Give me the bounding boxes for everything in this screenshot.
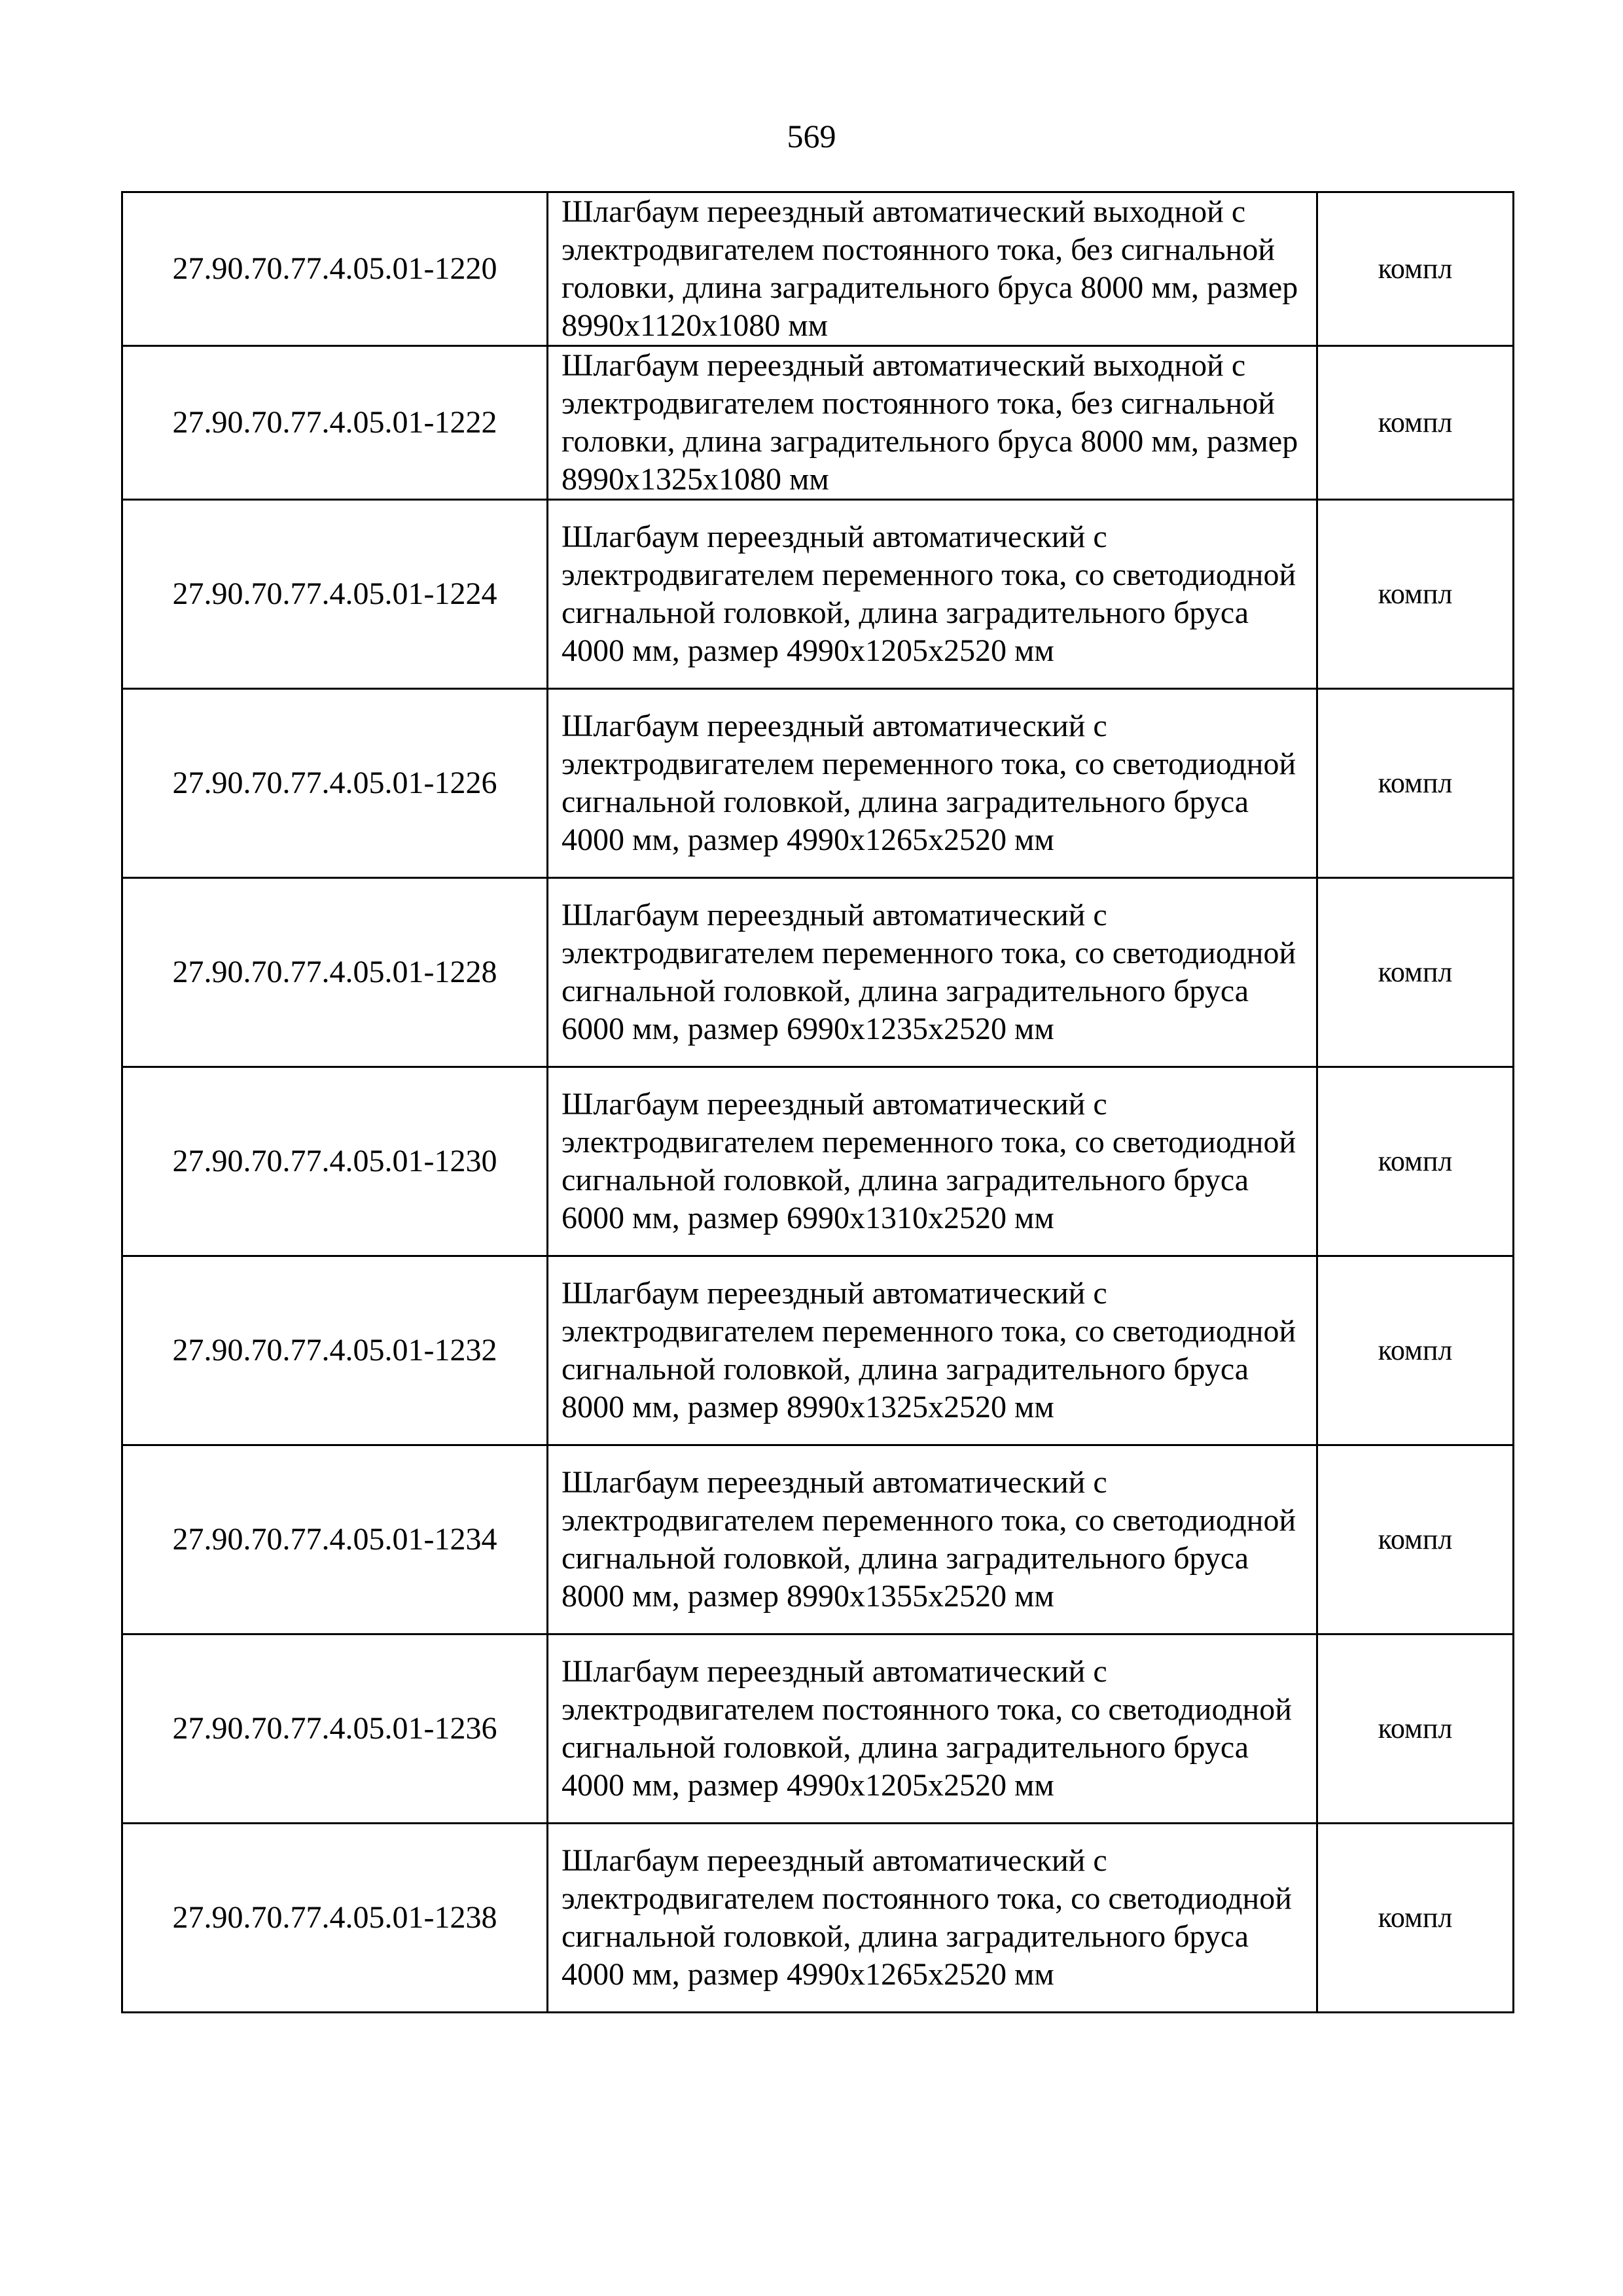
specification-table xyxy=(121,191,1514,2013)
table-row xyxy=(122,500,1514,689)
unit-of-measure: компл xyxy=(1317,1445,1514,1634)
table-row xyxy=(122,1067,1514,1256)
resource-description: Шлагбаум переездный автоматический выходной с электродвигателем постоянного тока, без сигнальной головки, длина заградительного бруса 8000 мм, размер 8990x1120x1080 мм xyxy=(548,192,1317,346)
unit-of-measure: компл xyxy=(1317,1824,1514,2013)
table-row xyxy=(122,1634,1514,1824)
resource-code: 27.90.70.77.4.05.01-1232 xyxy=(122,1256,548,1445)
table-row xyxy=(122,1824,1514,2013)
table-row xyxy=(122,689,1514,878)
resource-code: 27.90.70.77.4.05.01-1222 xyxy=(122,346,548,500)
resource-description: Шлагбаум переездный автоматический с электродвигателем постоянного тока, со светодиодной сигнальной головкой, длина заградительного бруса 4000 мм, размер 4990x1265x2520 мм xyxy=(548,1824,1317,2013)
resource-description: Шлагбаум переездный автоматический с электродвигателем переменного тока, со светодиодной сигнальной головкой, длина заградительного бруса 4000 мм, размер 4990x1265x2520 мм xyxy=(548,689,1317,878)
resource-code: 27.90.70.77.4.05.01-1234 xyxy=(122,1445,548,1634)
resource-code: 27.90.70.77.4.05.01-1230 xyxy=(122,1067,548,1256)
unit-of-measure: компл xyxy=(1317,346,1514,500)
table-row xyxy=(122,192,1514,346)
resource-description: Шлагбаум переездный автоматический с электродвигателем переменного тока, со светодиодной сигнальной головкой, длина заградительного бруса 6000 мм, размер 6990x1310x2520 мм xyxy=(548,1067,1317,1256)
page-number: 569 xyxy=(787,118,836,154)
resource-description: Шлагбаум переездный автоматический с электродвигателем переменного тока, со светодиодной сигнальной головкой, длина заградительного бруса 4000 мм, размер 4990x1205x2520 мм xyxy=(548,500,1317,689)
resource-code: 27.90.70.77.4.05.01-1236 xyxy=(122,1634,548,1824)
table-row xyxy=(122,1445,1514,1634)
resource-description: Шлагбаум переездный автоматический с электродвигателем переменного тока, со светодиодной сигнальной головкой, длина заградительного бруса 8000 мм, размер 8990x1355x2520 мм xyxy=(548,1445,1317,1634)
resource-description: Шлагбаум переездный автоматический с электродвигателем постоянного тока, со светодиодной сигнальной головкой, длина заградительного бруса 4000 мм, размер 4990x1205x2520 мм xyxy=(548,1634,1317,1824)
unit-of-measure: компл xyxy=(1317,1256,1514,1445)
table-row xyxy=(122,346,1514,500)
resource-description: Шлагбаум переездный автоматический с электродвигателем переменного тока, со светодиодной сигнальной головкой, длина заградительного бруса 6000 мм, размер 6990x1235x2520 мм xyxy=(548,878,1317,1067)
unit-of-measure: компл xyxy=(1317,878,1514,1067)
resource-description: Шлагбаум переездный автоматический выходной с электродвигателем постоянного тока, без сигнальной головки, длина заградительного бруса 8000 мм, размер 8990x1325x1080 мм xyxy=(548,346,1317,500)
table-row xyxy=(122,1256,1514,1445)
unit-of-measure: компл xyxy=(1317,689,1514,878)
table-row xyxy=(122,878,1514,1067)
unit-of-measure: компл xyxy=(1317,500,1514,689)
resource-code: 27.90.70.77.4.05.01-1220 xyxy=(122,192,548,346)
resource-code: 27.90.70.77.4.05.01-1228 xyxy=(122,878,548,1067)
resource-description: Шлагбаум переездный автоматический с электродвигателем переменного тока, со светодиодной сигнальной головкой, длина заградительного бруса 8000 мм, размер 8990x1325x2520 мм xyxy=(548,1256,1317,1445)
resource-code: 27.90.70.77.4.05.01-1238 xyxy=(122,1824,548,2013)
unit-of-measure: компл xyxy=(1317,192,1514,346)
unit-of-measure: компл xyxy=(1317,1634,1514,1824)
resource-code: 27.90.70.77.4.05.01-1226 xyxy=(122,689,548,878)
unit-of-measure: компл xyxy=(1317,1067,1514,1256)
resource-code: 27.90.70.77.4.05.01-1224 xyxy=(122,500,548,689)
